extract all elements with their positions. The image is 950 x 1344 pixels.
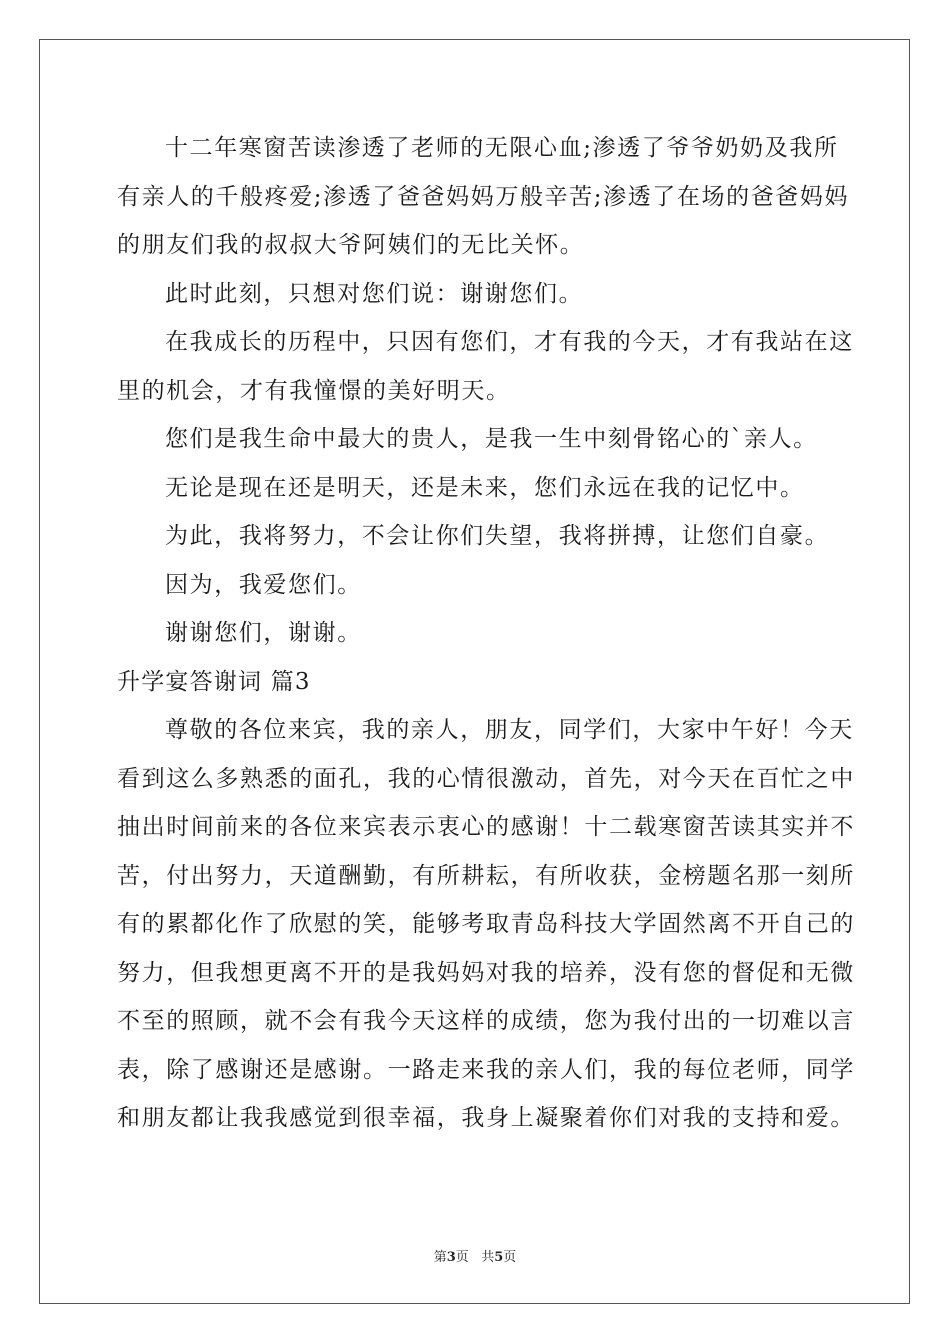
text-line: 不至的照顾，就不会有我今天这样的成绩，您为我付出的一切难以言 [117,1008,855,1034]
paragraph [117,318,854,415]
paragraph [117,512,837,561]
text-line: 有亲人的千般疼爱;渗透了爸爸妈妈万般辛苦;渗透了在场的爸爸妈妈 [117,183,850,210]
paragraph [117,706,855,1143]
text-line: 的朋友们我的叔叔大爷阿姨们的无比关怀。 [117,232,585,258]
text-line: 为此，我将努力，不会让你们失望，我将拼搏，让您们自豪。 [165,523,830,549]
paragraph [117,561,837,610]
text-line: 无论是现在还是明天，还是未来，您们永远在我的记忆中。 [165,474,805,501]
text-line: 此时此刻，只想对您们说：谢谢您们。 [165,280,584,307]
text-line: 里的机会，才有我憧憬的美好明天。 [117,377,511,404]
total-suffix: 页 [503,1250,517,1265]
page-suffix: 页 [455,1250,469,1265]
document-body [117,124,855,1143]
text-line: 看到这么多熟悉的面孔，我的心情很激动，首先，对今天在百忙之中 [117,765,855,792]
paragraph [117,464,837,513]
total-pages: 5 [494,1250,504,1265]
page-footer [0,1246,950,1265]
total-prefix: 共 [481,1250,495,1265]
text-line: 您们是我生命中最大的贵人，是我一生中刻骨铭心的`亲人。 [165,426,818,452]
text-line: 尊敬的各位来宾，我的亲人，朋友，同学们，大家中午好！今天 [165,717,854,743]
text-line: 有的累都化作了欣慰的笑，能够考取青岛科技大学固然离不开自己的 [117,911,855,937]
text-line: 苦，付出努力，天道酬勤，有所耕耘，有所收获，金榜题名那一刻所 [117,862,855,889]
page-number: 3 [446,1250,456,1265]
paragraph [117,609,837,658]
section-heading: 升学宴答谢词 篇3 [117,668,311,695]
text-line: 在我成长的历程中，只因有您们，才有我的今天，才有我站在这 [165,329,854,355]
text-line: 因为，我爱您们。 [165,571,362,598]
paragraph [117,415,837,464]
text-line: 抽出时间前来的各位来宾表示衷心的感谢！十二载寒窗苦读其实并不 [117,814,855,840]
text-line: 表，除了感谢还是感谢。一路走来我的亲人们，我的每位老师，同学 [117,1056,855,1083]
text-line: 十二年寒窗苦读渗透了老师的无限心血;渗透了爷爷奶奶及我所 [165,135,839,161]
paragraph [117,124,850,270]
text-line: 谢谢您们，谢谢。 [165,620,362,646]
page-prefix: 第 [433,1250,447,1265]
text-line: 和朋友都让我我感觉到很幸福，我身上凝聚着你们对我的支持和爱。 [117,1105,855,1131]
paragraph [117,270,837,319]
text-line: 努力，但我想更离不开的是我妈妈对我的培养，没有您的督促和无微 [117,959,855,986]
